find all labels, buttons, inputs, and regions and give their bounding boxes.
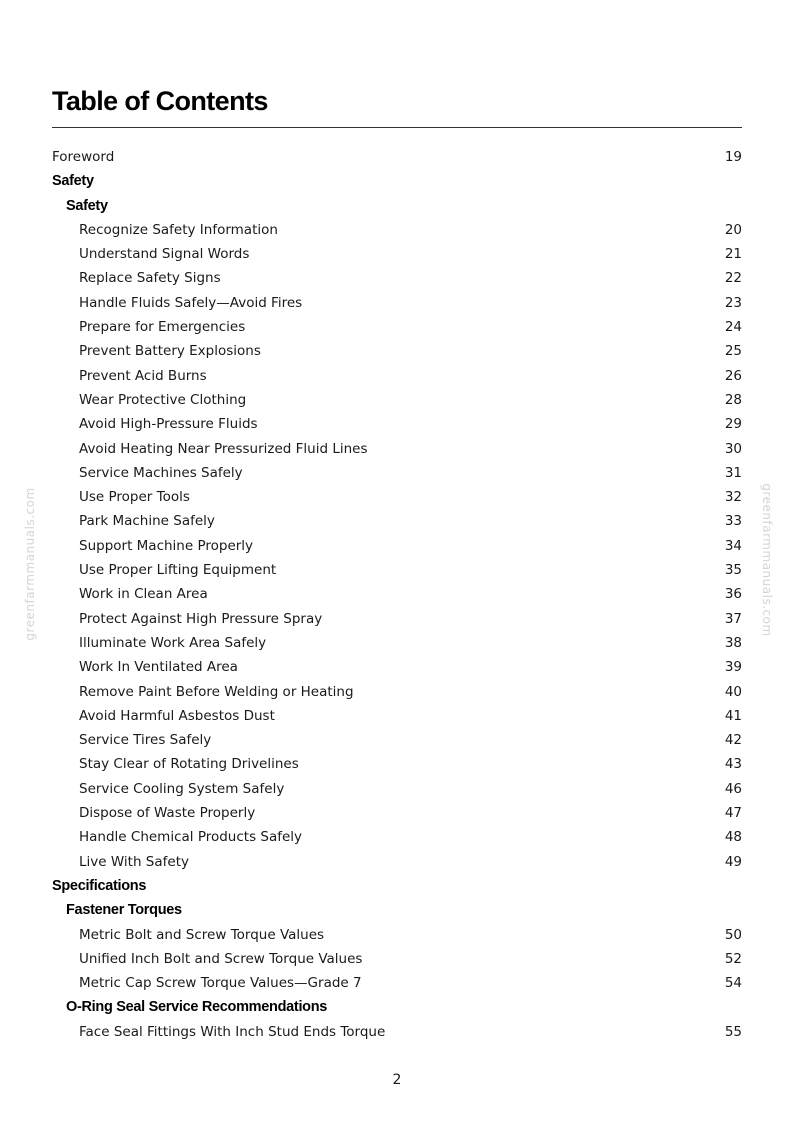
toc-entry-page: 46 [724,780,742,797]
toc-entry-page: 43 [724,756,742,773]
toc-entry-label: Use Proper Lifting Equipment [79,562,277,579]
toc-entry-page: 32 [724,489,742,506]
toc-entry[interactable] [52,266,742,290]
toc-entry-label: Recognize Safety Information [79,221,278,238]
toc-entry-label: Dispose of Waste Properly [79,805,256,822]
toc-entry[interactable] [52,850,742,874]
toc-entry[interactable] [52,558,742,582]
toc-entry-label: Stay Clear of Rotating Drivelines [79,756,299,773]
toc-entry[interactable] [52,631,742,655]
page-title: Table of Contents [52,86,268,116]
toc-entry[interactable] [52,801,742,825]
toc-entry-label: Metric Cap Screw Torque Values—Grade 7 [79,975,362,992]
toc-entry-page: 23 [724,294,742,311]
toc-entry-page: 37 [724,610,742,627]
toc-entry-page: 49 [724,853,742,870]
toc-entry[interactable] [52,388,742,412]
toc-entry-page: 22 [724,270,742,287]
toc-entry-label: Service Machines Safely [79,464,243,481]
toc-entry[interactable] [52,1020,742,1044]
toc-entry[interactable] [52,582,742,606]
toc-entry[interactable] [52,169,742,193]
toc-entry-label: Prevent Battery Explosions [79,343,261,360]
toc-entry-page: 35 [724,562,742,579]
toc-entry[interactable] [52,194,742,218]
toc-entry[interactable] [52,242,742,266]
toc-entry[interactable] [52,509,742,533]
toc-entry-label: Foreword [52,149,115,165]
toc-entry[interactable] [52,680,742,704]
toc-entry[interactable] [52,825,742,849]
toc-entry-label: Remove Paint Before Welding or Heating [79,683,354,700]
toc-entry-page: 33 [724,513,742,530]
toc-entry-label: Handle Chemical Products Safely [79,829,303,846]
toc-entry-page: 52 [724,950,742,967]
toc-entry-label: Park Machine Safely [79,513,215,530]
toc-entry-label: Metric Bolt and Screw Torque Values [79,926,325,943]
toc-entry-label: Illuminate Work Area Safely [79,634,267,651]
toc-entry-label: Live With Safety [79,853,189,870]
toc-list [52,145,742,1044]
toc-entry-label: Avoid Harmful Asbestos Dust [79,707,275,724]
toc-entry-label: Protect Against High Pressure Spray [79,610,323,627]
toc-entry-label: Safety [52,173,94,190]
toc-entry-page: 34 [724,537,742,554]
toc-entry[interactable] [52,145,742,169]
toc-entry[interactable] [52,874,742,898]
toc-entry-label: Avoid Heating Near Pressurized Fluid Lines [79,440,368,457]
toc-entry-page: 19 [724,149,742,165]
toc-entry[interactable] [52,412,742,436]
toc-entry-page: 24 [724,319,742,336]
toc-entry-page: 36 [724,586,742,603]
toc-entry[interactable] [52,437,742,461]
toc-entry-label: Unified Inch Bolt and Screw Torque Values [79,950,363,967]
toc-entry-label: O-Ring Seal Service Recommendations [66,999,328,1016]
toc-entry-page: 54 [724,975,742,992]
toc-entry-page: 41 [724,707,742,724]
toc-entry[interactable] [52,485,742,509]
toc-entry-page: 47 [724,805,742,822]
toc-entry[interactable] [52,364,742,388]
toc-entry-label: Fastener Torques [66,902,182,919]
toc-entry-page: 21 [724,246,742,263]
toc-entry-page: 31 [724,464,742,481]
toc-entry-page: 39 [724,659,742,676]
title-divider [52,127,742,128]
toc-entry-label: Face Seal Fittings With Inch Stud Ends Torque [79,1023,386,1040]
page-number: 2 [392,1072,402,1088]
toc-entry[interactable] [52,534,742,558]
toc-entry-label: Avoid High-Pressure Fluids [79,416,258,433]
watermark-right: greenfarmmanuals.com [760,483,774,637]
toc-entry-label: Specifications [52,877,147,894]
toc-entry[interactable] [52,218,742,242]
toc-entry-label: Service Cooling System Safely [79,780,285,797]
toc-entry[interactable] [52,461,742,485]
toc-entry-label: Work In Ventilated Area [79,659,238,676]
toc-entry-page: 25 [724,343,742,360]
toc-entry-page: 26 [724,367,742,384]
toc-entry-page: 40 [724,683,742,700]
toc-entry[interactable] [52,728,742,752]
toc-entry[interactable] [52,704,742,728]
toc-entry[interactable] [52,607,742,631]
toc-entry-label: Wear Protective Clothing [79,391,247,408]
toc-entry-label: Prepare for Emergencies [79,319,246,336]
toc-entry-page: 48 [724,829,742,846]
toc-entry[interactable] [52,315,742,339]
toc-entry-page: 38 [724,634,742,651]
toc-entry-label: Handle Fluids Safely—Avoid Fires [79,294,303,311]
toc-entry-label: Support Machine Properly [79,537,254,554]
toc-entry-label: Use Proper Tools [79,489,190,506]
watermark-left: greenfarmmanuals.com [23,487,37,641]
toc-entry-page: 55 [724,1023,742,1040]
toc-entry[interactable] [52,923,742,947]
toc-entry-page: 20 [724,221,742,238]
toc-entry[interactable] [52,339,742,363]
toc-entry-label: Replace Safety Signs [79,270,221,287]
toc-entry[interactable] [52,947,742,971]
toc-entry-label: Service Tires Safely [79,732,212,749]
toc-entry-page: 29 [724,416,742,433]
toc-entry[interactable] [52,655,742,679]
toc-entry[interactable] [52,995,742,1019]
toc-entry[interactable] [52,898,742,922]
toc-entry-page: 28 [724,391,742,408]
toc-entry[interactable] [52,752,742,776]
toc-entry-page: 50 [724,926,742,943]
toc-entry[interactable] [52,777,742,801]
toc-entry-page: 42 [724,732,742,749]
toc-entry-label: Work in Clean Area [79,586,208,603]
toc-entry-label: Understand Signal Words [79,246,250,263]
toc-entry-label: Safety [66,197,108,214]
toc-entry[interactable] [52,291,742,315]
toc-entry-label: Prevent Acid Burns [79,367,207,384]
toc-entry-page: 30 [724,440,742,457]
toc-entry[interactable] [52,971,742,995]
